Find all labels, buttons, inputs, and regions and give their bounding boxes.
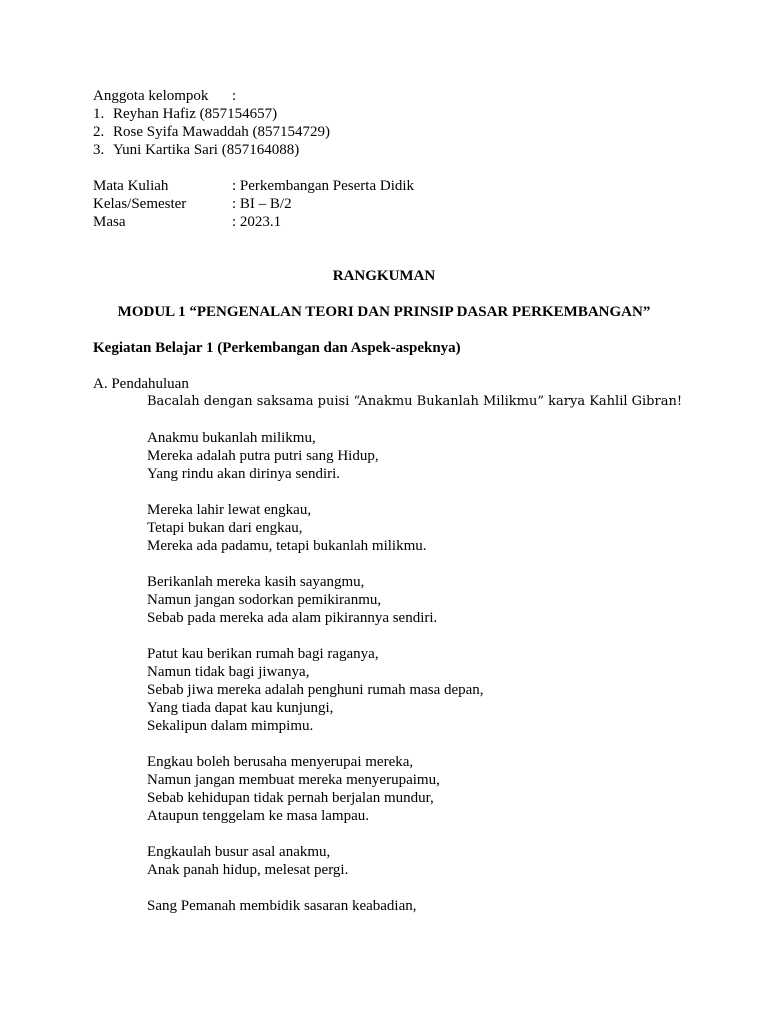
- poem-line: Yang rindu akan dirinya sendiri.: [147, 466, 341, 482]
- member-number: 1.: [93, 106, 105, 122]
- info-value: : BI – B/2: [232, 196, 292, 212]
- poem-line: Sekalipun dalam mimpimu.: [147, 718, 314, 734]
- info-row-class: [93, 195, 292, 213]
- member-name: Reyhan Hafiz (857154657): [113, 106, 278, 122]
- poem-line: Engkau boleh berusaha menyerupai mereka,: [147, 754, 414, 770]
- members-heading-line: [93, 87, 236, 105]
- member-item: [93, 123, 330, 141]
- poem-line: Namun jangan sodorkan pemikiranmu,: [147, 592, 382, 608]
- info-row-period: [93, 213, 281, 231]
- poem-line: Sebab kehidupan tidak pernah berjalan mundur,: [147, 790, 434, 806]
- poem-line: Mereka ada padamu, tetapi bukanlah milikmu.: [147, 538, 427, 554]
- poem-line: Sang Pemanah membidik sasaran keabadian,: [147, 898, 417, 914]
- member-name: Rose Syifa Mawaddah (857154729): [113, 124, 331, 140]
- poem-line: Sebab pada mereka ada alam pikirannya sendiri.: [147, 610, 438, 626]
- member-item: [93, 105, 277, 123]
- poem-line: Sebab jiwa mereka adalah penghuni rumah masa depan,: [147, 682, 484, 698]
- module-title: MODUL 1 “PENGENALAN TEORI DAN PRINSIP DASAR PERKEMBANGAN”: [117, 304, 651, 320]
- activity-title: Kegiatan Belajar 1 (Perkembangan dan Aspek-aspeknya): [93, 340, 461, 356]
- poem-line: Yang tiada dapat kau kunjungi,: [147, 700, 334, 716]
- intro-instruction: Bacalah dengan saksama puisi “Anakmu Bukanlah Milikmu” karya Kahlil Gibran!: [147, 394, 683, 409]
- poem-line: Anak panah hidup, melesat pergi.: [147, 862, 349, 878]
- info-label: Mata Kuliah: [93, 178, 169, 194]
- poem-line: Patut kau berikan rumah bagi raganya,: [147, 646, 379, 662]
- poem-line: Namun tidak bagi jiwanya,: [147, 664, 310, 680]
- poem-line: Ataupun tenggelam ke masa lampau.: [147, 808, 370, 824]
- member-number: 2.: [93, 124, 105, 140]
- member-name: Yuni Kartika Sari (857164088): [113, 142, 300, 158]
- info-value: : Perkembangan Peserta Didik: [232, 178, 415, 194]
- info-label: Masa: [93, 214, 126, 230]
- info-row-course: [93, 177, 414, 195]
- document-title: RANGKUMAN: [332, 268, 436, 284]
- members-colon: :: [232, 88, 237, 104]
- members-heading: Anggota kelompok: [93, 88, 209, 104]
- member-item: [93, 141, 299, 159]
- poem-line: Berikanlah mereka kasih sayangmu,: [147, 574, 365, 590]
- poem-line: Tetapi bukan dari engkau,: [147, 520, 303, 536]
- info-label: Kelas/Semester: [93, 196, 187, 212]
- poem-line: Mereka lahir lewat engkau,: [147, 502, 312, 518]
- poem-line: Engkaulah busur asal anakmu,: [147, 844, 331, 860]
- poem-line: Anakmu bukanlah milikmu,: [147, 430, 316, 446]
- poem-line: Namun jangan membuat mereka menyerupaimu,: [147, 772, 440, 788]
- poem-line: Mereka adalah putra putri sang Hidup,: [147, 448, 379, 464]
- section-heading: A. Pendahuluan: [93, 376, 189, 392]
- member-number: 3.: [93, 142, 105, 158]
- info-value: : 2023.1: [232, 214, 282, 230]
